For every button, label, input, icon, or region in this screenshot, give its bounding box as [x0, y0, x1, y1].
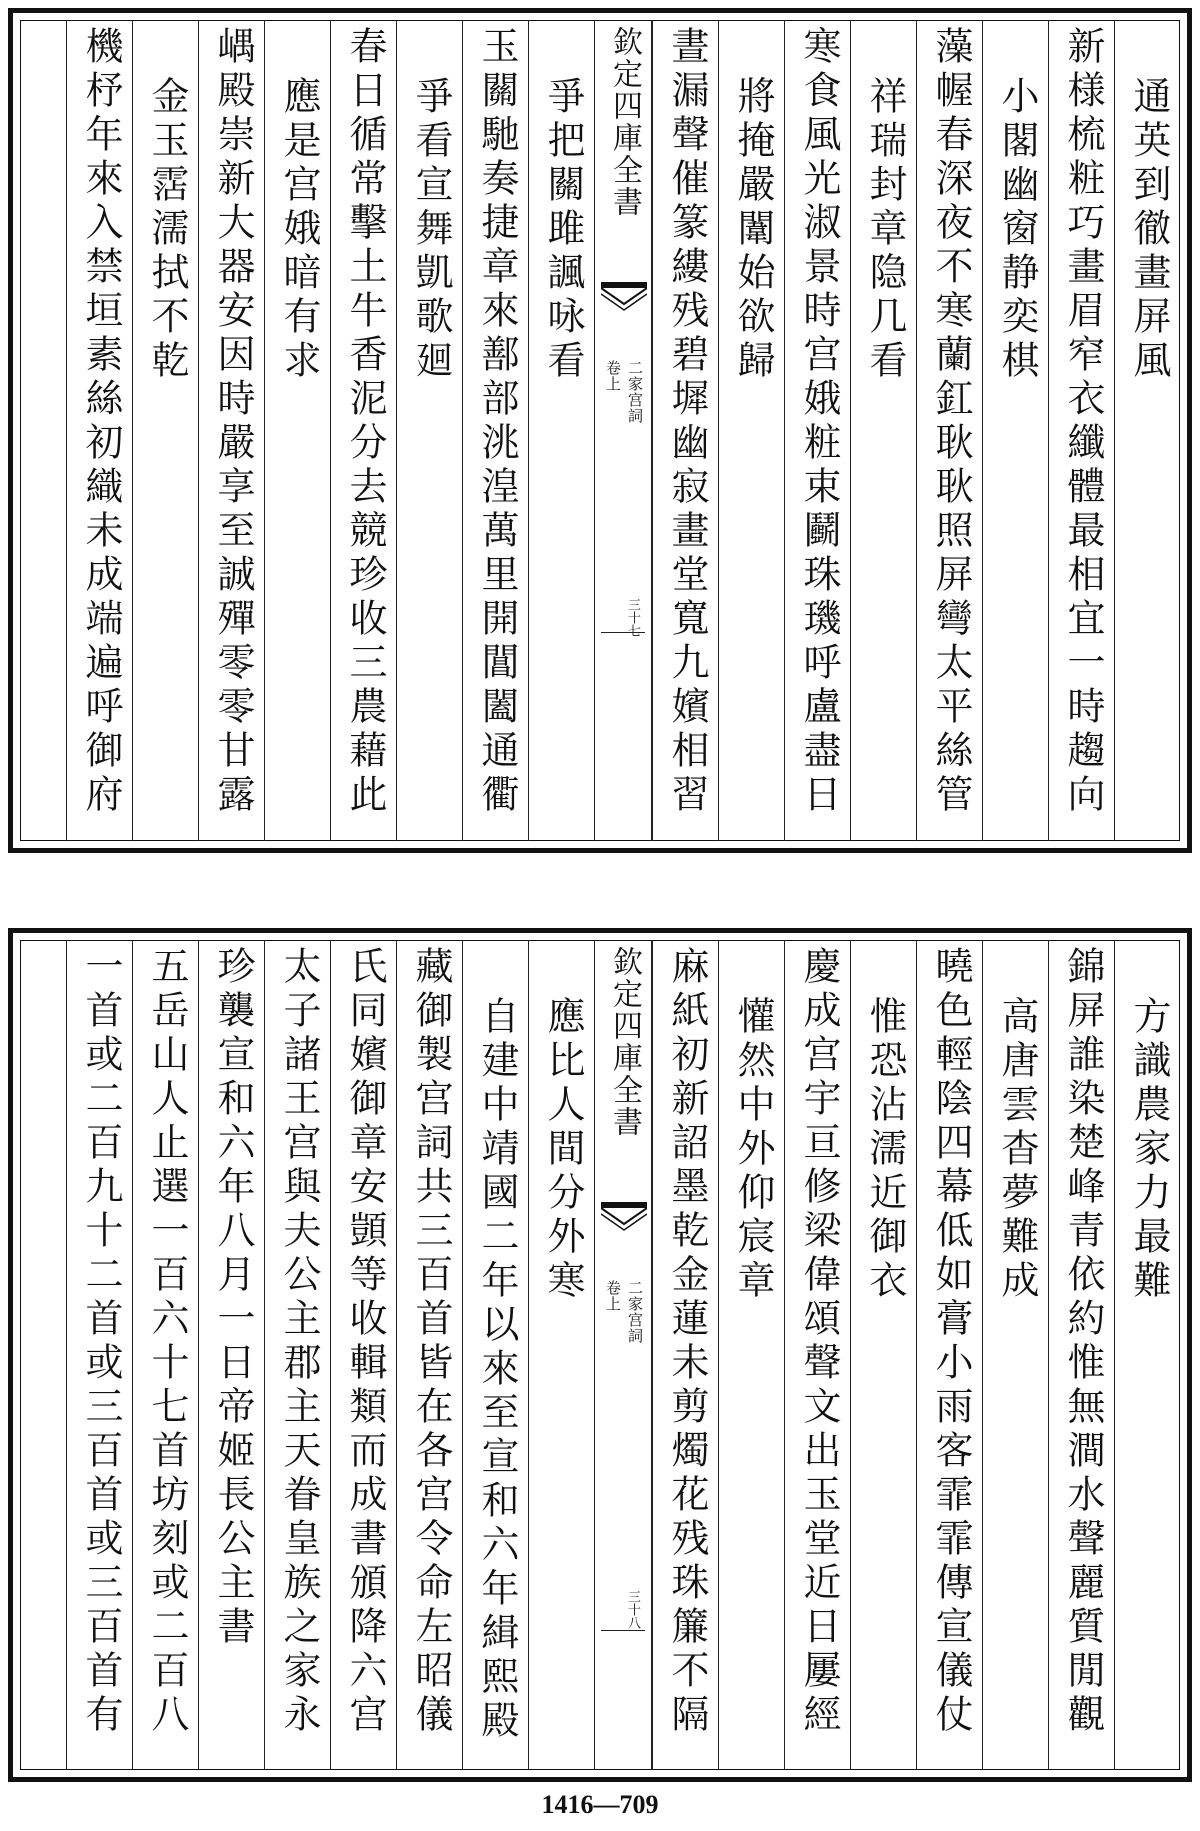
fish-tail-mark-icon — [601, 1202, 647, 1236]
center-divider — [601, 632, 645, 633]
text-column: 藻幄春深夜不寒蘭釭耿耿照屏彎太平絲管 — [916, 20, 982, 841]
text-column: 應比人間分外寒 — [528, 940, 594, 1770]
text-column: 麻紙初新詔墨乾金蓮未剪燭花残珠簾不隔 — [652, 940, 718, 1770]
text-column: 新様梳粧巧畫眉窄衣纖體最相宜一時趨向 — [1048, 20, 1114, 841]
center-column — [594, 20, 652, 841]
volume-label: 卷上 — [604, 360, 622, 392]
center-column — [594, 940, 652, 1770]
text-column: 寒食風光淑景時宫娥粧束鬬珠璣呼盧盡日 — [784, 20, 850, 841]
text-column: 太子諸王宫與夫公主郡主天眷皇族之家永 — [264, 940, 330, 1770]
text-column: 懽然中外仰宸章 — [718, 940, 784, 1770]
text-column: 應是宫娥暗有求 — [264, 20, 330, 841]
text-column: 玉關馳奏捷章來鄯部洮湟萬里開閶闔通衢 — [462, 20, 528, 841]
text-column: 嵎殿崇新大器安因時嚴享至誠殫零零甘露 — [198, 20, 264, 841]
book-series-title: 欽定四庫全書 — [607, 26, 642, 218]
fish-tail-mark-icon — [601, 282, 647, 316]
text-column: 曉色輕陰四幕低如膏小雨客霏霏傳宣儀仗 — [916, 940, 982, 1770]
text-column: 爭把關雎諷咏看 — [528, 20, 594, 841]
text-column: 高唐雲杳夢難成 — [982, 940, 1048, 1770]
text-column: 藏御製宫詞共三百首皆在各宫令命左昭儀 — [396, 940, 462, 1770]
text-column: 爭看宣舞凱歌廻 — [396, 20, 462, 841]
text-column: 珍襲宣和六年八月一日帝姬長公主書 — [198, 940, 264, 1770]
leaf-number: 三十八 — [625, 1590, 640, 1629]
text-column: 將掩嚴闈始欲歸 — [718, 20, 784, 841]
text-column: 氏同嬪御章安顗等收輯類而成書頒降六宫 — [330, 940, 396, 1770]
text-column: 通英到徹畫屏風 — [1114, 20, 1180, 841]
page-footer: 1416—709 — [541, 1790, 659, 1819]
text-column: 晝漏聲催篆縷残碧墀幽寂畫堂寬九嬪相習 — [652, 20, 718, 841]
leaf-number: 三十七 — [625, 598, 640, 637]
text-column: 機杼年來入禁垣素絲初織未成端遍呼御府 — [66, 20, 132, 841]
text-column: 錦屏誰染楚峰青依約惟無澗水聲麗質閒觀 — [1048, 940, 1114, 1770]
book-title: 二家宫詞 — [626, 360, 644, 424]
text-column: 小閣幽窗静奕棋 — [982, 20, 1048, 841]
text-column: 祥瑞封章隐几看 — [850, 20, 916, 841]
volume-label: 卷上 — [604, 1280, 622, 1312]
book-title: 二家宫詞 — [626, 1280, 644, 1344]
text-column: 金玉霑濡拭不乾 — [132, 20, 198, 841]
book-series-title: 欽定四庫全書 — [607, 946, 642, 1138]
text-column: 慶成宫宇亘修梁偉頌聲文出玉堂近日屢經 — [784, 940, 850, 1770]
text-column: 一首或二百九十二首或三百首或三百首有 — [66, 940, 132, 1770]
text-column: 自建中靖國二年以來至宣和六年緝熙殿 — [462, 940, 528, 1770]
text-column: 春日循常擊土牛香泥分去競珍收三農藉此 — [330, 20, 396, 841]
text-column: 方識農家力最難 — [1114, 940, 1180, 1770]
bottom-page — [8, 928, 1192, 1782]
top-page — [8, 8, 1192, 853]
text-column: 五岳山人止選一百六十七首坊刻或二百八 — [132, 940, 198, 1770]
center-divider — [601, 1630, 645, 1631]
text-column: 惟恐沾濡近御衣 — [850, 940, 916, 1770]
